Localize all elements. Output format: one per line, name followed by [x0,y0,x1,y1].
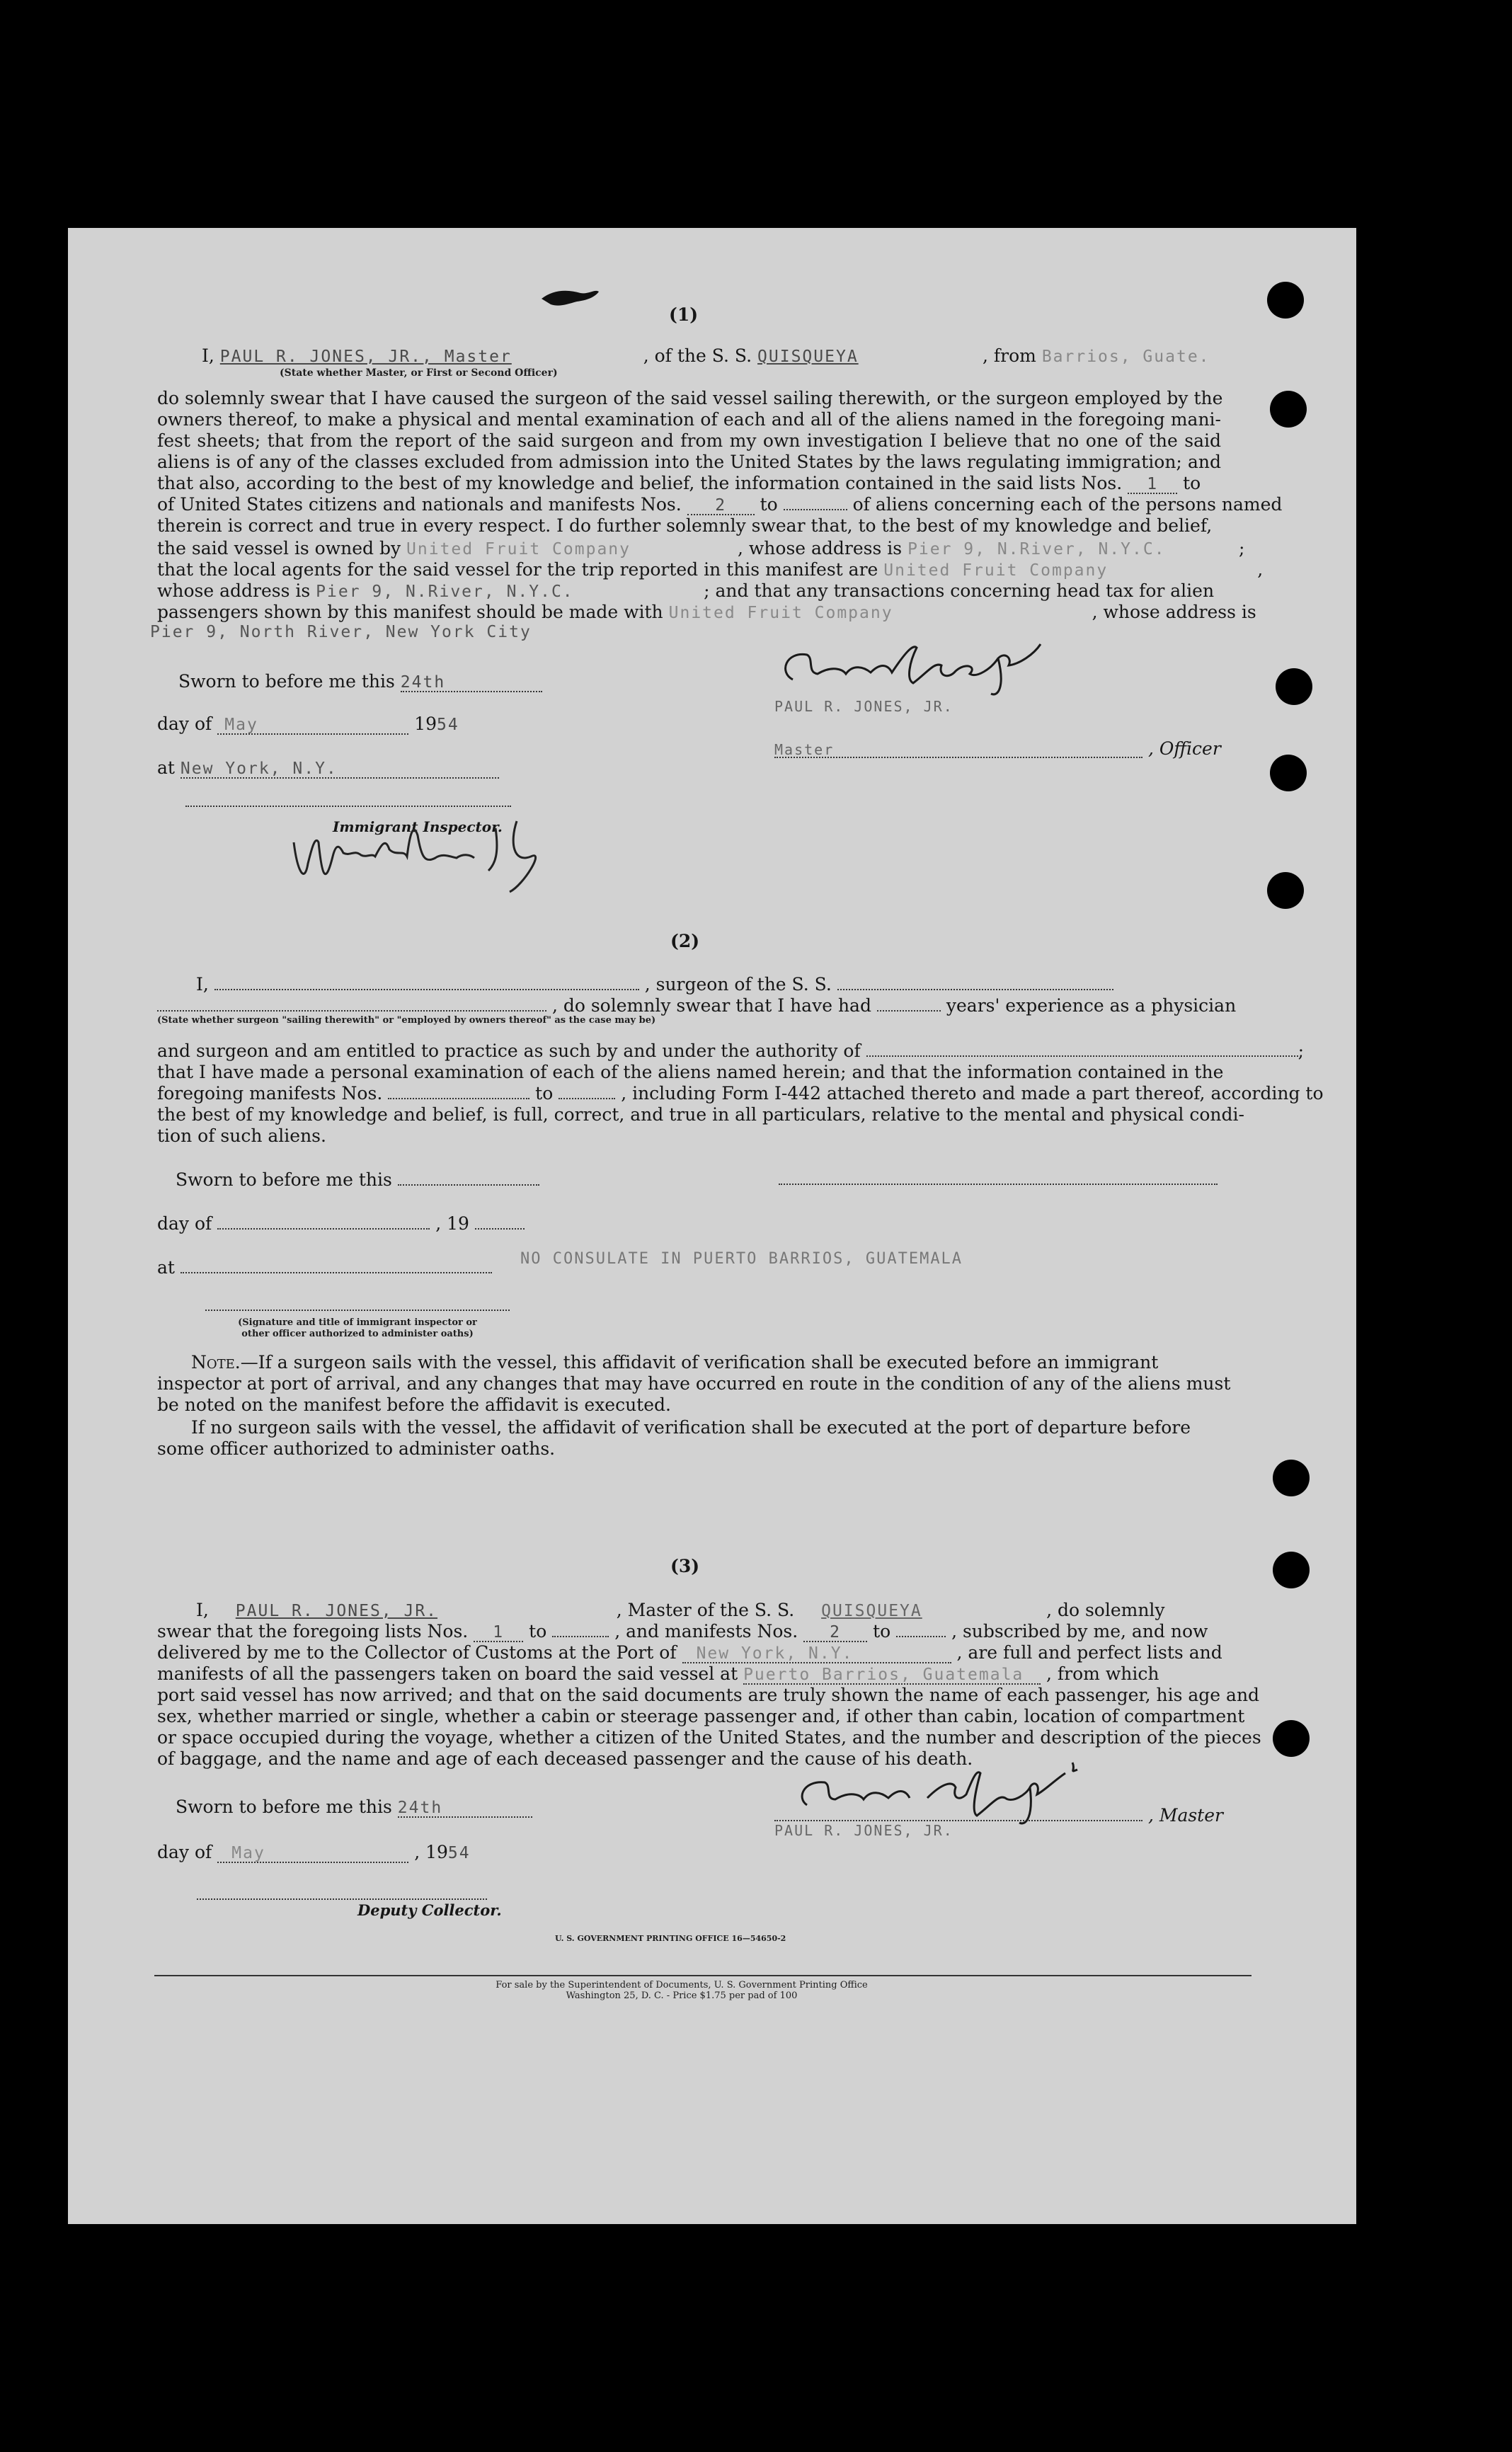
text: , whose address is [1092,602,1256,622]
text: Sworn to before me this [176,1169,392,1190]
s2-line-3: and surgeon and am entitled to practice as such by and under the authority of ; [157,1041,1305,1061]
text: , whose address is [738,538,903,558]
text: at [157,757,175,778]
text: the said vessel is owned by [157,538,401,558]
typed-master-name-2: PAUL R. JONES, JR. [774,1822,953,1839]
s1-at [157,759,499,779]
from-port: Barrios, Guate. [1041,348,1210,366]
blank [475,1215,525,1230]
text: whose address is [157,580,311,601]
s2-sworn [176,1171,539,1188]
s2-sig-rule [205,1310,510,1312]
footer-rule [154,1975,1252,1978]
text: that the local agents for the said vessel for the trip reported in this manifest are [157,559,878,580]
officer-label: , Officer [1147,738,1221,759]
blank [398,1171,539,1186]
s1-body-line: fest sheets; that from the report of the said surgeon and from my own investigation I believe that no one of the said [157,430,1221,451]
month: May [217,717,408,735]
blank [896,1623,946,1637]
text: to [535,1083,554,1104]
blank [837,976,1113,990]
s2-note-line: inspector at port of arrival, and any changes that may have occurred en route in the condition of any of the aliens must [157,1373,1231,1394]
s2-sig-note-1: (Signature and title of immigrant inspector or [238,1317,477,1328]
s3-body-line: sex, whether married or single, whether a cabin or steerage passenger and, if other than cabin, location of compartment [157,1706,1245,1726]
text: , do solemnly swear that I have had [551,995,871,1016]
blank [552,1623,609,1637]
text: passengers shown by this manifest should be made with [157,602,663,622]
text: day of [157,1213,212,1234]
s2-line-2 [157,997,1236,1014]
text: , 19 [414,1842,448,1862]
blank [157,997,546,1012]
s3-day-of [157,1843,471,1863]
text: 19 [414,714,437,734]
text: at [157,1257,175,1278]
s3-line-4 [157,1665,1159,1685]
blank [388,1085,529,1099]
text: that also, according to the best of my knowledge and belief, the information contained in the said lists Nos. [157,473,1123,493]
text: manifests of all the passengers taken on board the said vessel at [157,1663,738,1684]
year-end: 54 [447,1844,471,1862]
text: to [760,494,778,515]
text: years' experience as a physician [946,995,1237,1016]
month: May [217,1845,408,1863]
sworn-day: 24th [398,1800,532,1818]
master-label: , Master [1147,1805,1223,1826]
s3-line-1 [196,1601,1165,1620]
s1-line-agent: that the local agents for the said vessel for the trip reported in this manifest are United Fruit Company , [157,559,1264,580]
owner-address: Pier 9, N.River, N.Y.C. [907,540,1166,558]
text: , subscribed by me, and now [951,1621,1208,1642]
lists-number: 1 [474,1625,523,1642]
s2-line-6: the best of my knowledge and belief, is full, correct, and true in all particulars, relative to the mental and physical condi- [157,1104,1244,1125]
section-2-title: (2) [670,931,700,951]
s1-line-manifests [157,495,1282,515]
sworn-day: 24th [401,675,542,692]
text: , 19 [435,1213,469,1234]
punch-hole [1273,1552,1310,1588]
s1-body-line: aliens is of any of the classes excluded from admission into the United States by the laws regulating immigration; and [157,452,1221,472]
text: , including Form I-442 attached thereto and made a part thereof, according to [621,1083,1324,1104]
punch-hole [1273,1720,1310,1757]
blank [784,496,847,510]
label-from: , from [983,345,1036,366]
immigrant-inspector-label: Immigrant Inspector. [333,818,503,835]
s1-line-lists [157,474,1201,494]
agent-address: Pier 9, N.River, N.Y.C. [316,583,574,601]
tax-agent: United Fruit Company [668,604,893,622]
text: day of [157,1842,212,1862]
sale-line-1: For sale by the Superintendent of Documents, U. S. Government Printing Office [496,1980,868,1990]
place: New York, N.Y. [181,761,499,779]
owner-name: United Fruit Company [406,540,631,558]
master-name: PAUL R. JONES, JR., Master [219,348,512,366]
blank [181,1259,492,1273]
typed-title: Master [774,743,1142,758]
year-end: 54 [437,716,459,734]
manifests-number: 2 [687,498,755,515]
handwritten-place [283,814,580,899]
deputy-collector-label: Deputy Collector. [357,1901,502,1919]
punch-hole [1267,282,1304,319]
master-name: PAUL R. JONES, JR. [235,1602,438,1620]
s1-body-line: do solemnly swear that I have caused the surgeon of the said vessel sailing therewith, or the surgeon employed by the [157,388,1223,408]
text: —If a surgeon sails with the vessel, this affidavit of verification shall be executed before an immigrant [240,1352,1159,1373]
s2-note2-line: some officer authorized to administer oaths. [157,1438,556,1459]
section-3-title: (3) [670,1556,700,1576]
s2-line-5 [157,1084,1324,1102]
s1-line-tax [157,603,1256,621]
text: day of [157,714,212,734]
port-name: New York, N.Y. [682,1646,951,1663]
typed-master-name: PAUL R. JONES, JR. [774,698,953,715]
text: , do solemnly [1046,1600,1165,1620]
text: ; and that any transactions concerning head tax for alien [704,580,1215,601]
blank [866,1043,1298,1057]
gpo-imprint: U. S. GOVERNMENT PRINTING OFFICE 16—54650-2 [555,1934,786,1943]
text: swear that the foregoing lists Nos. [157,1621,469,1642]
surgeon-note: (State whether surgeon "sailing therewith" or "employed by owners thereof" as the case may be) [157,1015,656,1026]
ship-name: QUISQUEYA [757,348,859,366]
text: foregoing manifests Nos. [157,1083,383,1104]
s1-line-1 [202,345,1210,366]
s1-day-of [157,715,459,735]
punch-hole [1270,391,1307,428]
inspector-rule [185,806,511,808]
s3-body-line: port said vessel has now arrived; and that on the said documents are truly shown the name of each passenger, his age and [157,1685,1260,1705]
blank [559,1085,615,1099]
punch-hole [1270,755,1307,791]
punch-hole [1267,872,1304,909]
text: to [873,1621,891,1642]
text: delivered by me to the Collector of Customs at the Port of [157,1642,677,1663]
s3-sworn [176,1798,532,1818]
text: Sworn to before me this [178,671,395,692]
s2-note-line-1 [191,1353,1158,1371]
text: I, [196,974,209,995]
s2-day-of [157,1215,525,1232]
text: of United States citizens and nationals and manifests Nos. [157,494,682,515]
s1-body-line: owners thereof, to make a physical and mental examination of each and all of the aliens named in the foregoing mani- [157,409,1221,430]
punch-hole [1276,668,1312,705]
no-consulate-stamp: NO CONSULATE IN PUERTO BARRIOS, GUATEMALA [520,1250,963,1268]
label-i: I, [202,345,214,366]
s1-officer-line [774,740,1221,758]
text: , and manifests Nos. [614,1621,798,1642]
punch-hole [1273,1460,1310,1496]
s1-sworn [178,672,542,692]
master-signature [764,630,1118,701]
note-head: Note. [191,1352,241,1373]
text: , Master of the S. S. [616,1600,795,1620]
blank [214,976,639,990]
text: to [1183,473,1201,493]
s2-line-7: tion of such aliens. [157,1125,326,1146]
blank [877,997,941,1012]
s2-sig-note-2: other officer authorized to administer oaths) [241,1329,474,1339]
text: to [529,1621,547,1642]
sale-line-2: Washington 25, D. C. - Price $1.75 per pad of 100 [566,1990,798,2001]
text: Sworn to before me this [176,1797,392,1817]
s2-line-1 [196,975,1113,993]
label-of-ss: , of the S. S. [643,345,752,366]
section-1-title: (1) [669,304,699,325]
manifests-number: 2 [803,1625,867,1642]
from-port: Puerto Barrios, Guatemala [743,1667,1041,1685]
s3-body-line: or space occupied during the voyage, whether a citizen of the United States, and the number and description of the pieces [157,1727,1261,1748]
agent-name: United Fruit Company [883,561,1109,580]
text: , from which [1046,1663,1159,1684]
text: of aliens concerning each of the persons named [852,494,1283,515]
s3-line-2 [157,1622,1208,1642]
ink-blot [538,283,602,311]
s1-line-agent-addr [157,582,1214,600]
s2-note-line: be noted on the manifest before the affidavit is executed. [157,1394,671,1415]
s2-at [157,1259,492,1276]
text: , surgeon of the S. S. [644,974,832,995]
s1-line-owner: the said vessel is owned by United Fruit Company , whose address is Pier 9, N.River, N.Y.C. ; [157,538,1245,558]
tax-address: Pier 9, North River, New York City [150,623,532,641]
s3-line-3 [157,1644,1222,1663]
text: , are full and perfect lists and [956,1642,1222,1663]
blank [217,1215,430,1230]
text: I, [196,1600,209,1620]
s2-sig-line [779,1184,1218,1186]
lists-number: 1 [1128,476,1177,494]
master-note: (State whether Master, or First or Second Officer) [280,367,558,379]
s3-body-line: of baggage, and the name and age of each deceased passenger and the cause of his death. [157,1748,973,1769]
text: and surgeon and am entitled to practice as such by and under the authority of [157,1041,861,1061]
s2-line-4: that I have made a personal examination of each of the aliens named herein; and that the information contained in the [157,1062,1224,1082]
s1-line-7: therein is correct and true in every respect. I do further solemnly swear that, to the best of my knowledge and belief, [157,515,1213,536]
s2-note2-line: If no surgeon sails with the vessel, the affidavit of verification shall be executed at the port of departure before [191,1417,1191,1438]
ship-name: QUISQUEYA [821,1602,922,1620]
